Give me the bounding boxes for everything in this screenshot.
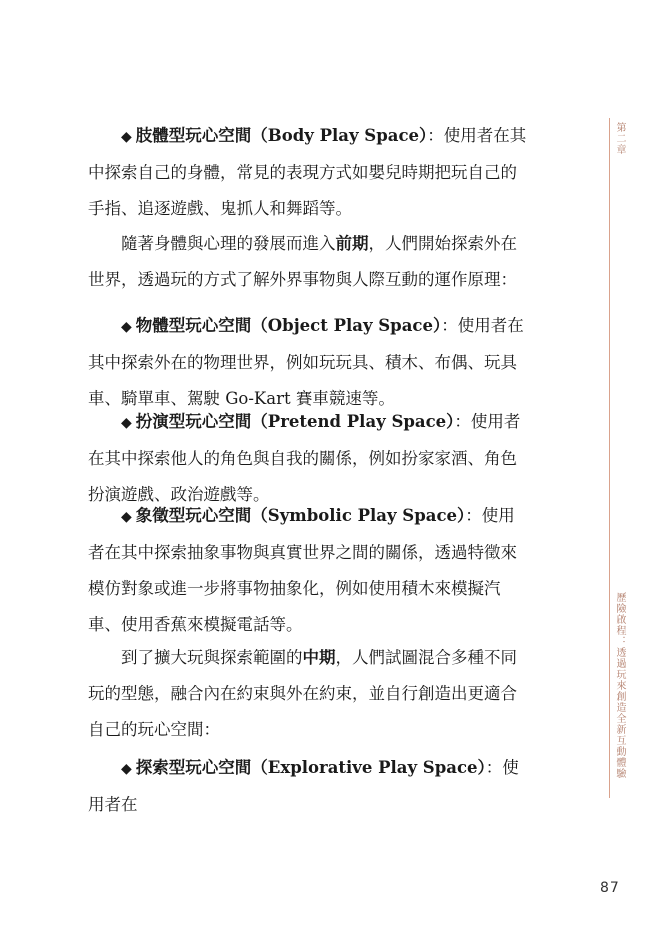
bold-term-early: 前期: [335, 234, 369, 253]
term-description: ：使用者在其中探索自己的身體，常見的表現方式如嬰兒時期把玩自己的手指、追逐遊戲、鬼抓人和舞蹈等。: [88, 126, 527, 218]
diamond-bullet-icon: ◆: [121, 129, 132, 145]
diamond-bullet-icon: ◆: [121, 509, 132, 525]
pretend-play-item: [88, 404, 528, 513]
term-description: ：使用者在其中探索外在的物理世界，例如玩玩具、積木、布偶、玩具車、騎單車、駕駛 Go-Kart 賽車競速等。: [88, 316, 524, 408]
term-description: ：使用者在: [88, 758, 519, 814]
body-play-item: [88, 118, 528, 227]
symbolic-play-item: [88, 498, 528, 643]
diamond-bullet-icon: ◆: [121, 761, 132, 777]
term-object-play: 物體型玩心空間（Object Play Space）: [135, 316, 442, 335]
term-description: ：使用者在其中探索抽象事物與真實世界之間的關係，透過特徵來模仿對象或進一步將事物抽象化，例如使用積木來模擬汽車、使用香蕉來模擬電話等。: [88, 506, 517, 634]
page-number: 87: [600, 880, 620, 896]
middle-stage-paragraph: [88, 640, 528, 748]
running-book-title: 歷險啟程：透過玩來創造全新互動體驗: [614, 592, 625, 779]
margin-rule: [609, 118, 610, 798]
paragraph-text: 到了擴大玩與探索範圍的: [121, 648, 303, 667]
early-stage-paragraph: [88, 226, 528, 298]
explorative-play-item: [88, 750, 528, 823]
paragraph-text: 隨著身體與心理的發展而進入: [121, 234, 336, 253]
bold-term-middle: 中期: [302, 648, 336, 667]
bullet-paragraph: [88, 118, 528, 227]
term-explorative-play: 探索型玩心空間（Explorative Play Space）: [135, 758, 486, 777]
object-play-item: [88, 308, 528, 417]
term-pretend-play: 扮演型玩心空間（Pretend Play Space）: [135, 412, 455, 431]
paragraph-text: ，人們開始探索外在世界，透過玩的方式了解外界事物與人際互動的運作原理：: [88, 234, 517, 289]
term-symbolic-play: 象徵型玩心空間（Symbolic Play Space）: [135, 506, 466, 525]
paragraph-text: ，人們試圖混合多種不同玩的型態，融合內在約束與外在約束，並自行創造出更適合自己的玩心空間：: [88, 648, 517, 739]
diamond-bullet-icon: ◆: [121, 319, 132, 335]
diamond-bullet-icon: ◆: [121, 415, 132, 431]
term-body-play: 肢體型玩心空間（Body Play Space）: [135, 126, 428, 145]
term-description: ：使用者在其中探索他人的角色與自我的關係，例如扮家家酒、角色扮演遊戲、政治遊戲等。: [88, 412, 521, 504]
chapter-label: 第二章: [614, 122, 625, 155]
